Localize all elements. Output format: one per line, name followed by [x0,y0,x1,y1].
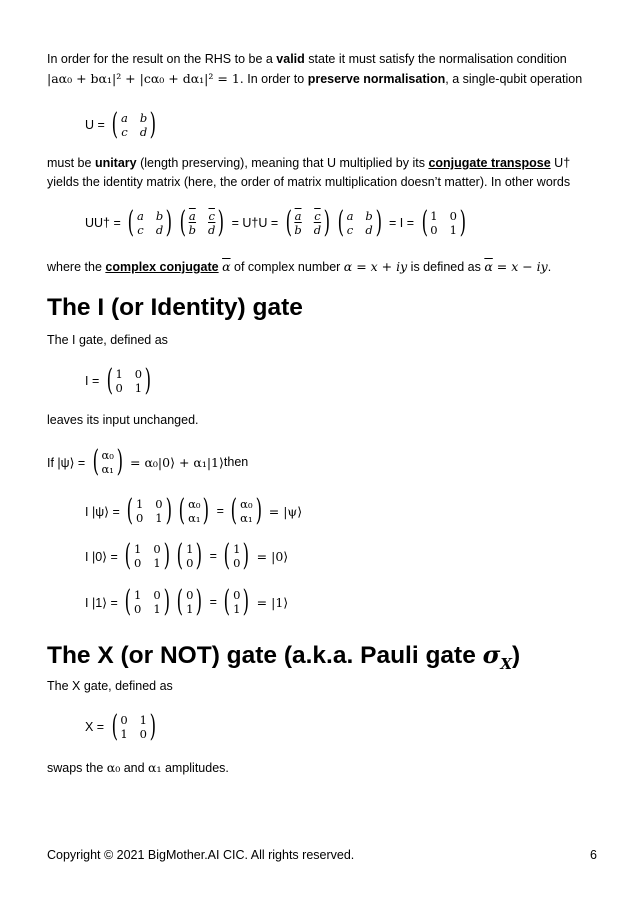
matrix-identity: ( 1 0 0 1 ) [421,205,466,240]
matrix-identity: ( 1 0 0 1 ) [124,584,170,619]
equation-x [85,709,160,744]
eq-rhs: = |0⟩ [256,548,289,564]
matrix-u: ( a b c d ) [337,205,382,240]
eq-lhs: I |1⟩ = [85,595,118,610]
vector-ket1: ( 0 1 ) [177,584,203,619]
equals: = [209,549,217,563]
normalisation-condition: |aα₀ + bα₁|² + |cα₀ + dα₁|² = 1. [47,71,244,86]
matrix-u-dagger: ( $\overline{a}$ $\overline{c}$ $\overline{b}$ $\overline{d}$ ) [285,205,331,240]
heading-x-gate: The X (or NOT) gate (a.k.a. Pauli gate $\sigma_X$) [47,640,521,673]
vector-alpha: ( α₀ α₁ ) [92,444,123,479]
text-x-swaps: swaps the α₀ and α₁ amplitudes. [47,760,229,775]
link-conjugate-transpose[interactable]: conjugate transpose [428,156,551,170]
equation-psi [47,444,249,479]
paragraph-unitary [47,154,570,192]
text: state it must satisfy the normalisation condition [304,52,567,66]
alpha-bar: $\overline{\alpha}$ [222,259,231,274]
paragraph-complex-conjugate [47,257,551,277]
eq-lhs: I |ψ⟩ = [85,504,120,519]
text: yields the identity matrix (here, the order of matrix multiplication doesn’t matter). In other words [47,175,571,189]
matrix-identity: ( 1 0 0 1 ) [124,538,170,573]
eq-identity: = I = [389,216,415,230]
eq-lhs: UU† = [85,216,121,230]
vector-alpha: ( α₀ α₁ ) [231,493,262,528]
text: . [547,260,552,274]
heading-identity-gate: The I (or Identity) gate [47,294,303,321]
vector-ket1: ( 0 1 ) [224,584,250,619]
eq-lhs: I |0⟩ = [85,549,118,564]
link-complex-conjugate[interactable]: complex conjugate [105,260,219,274]
sigma-subscript: X [500,654,512,673]
alpha0: α₀ [106,760,121,775]
equation-u [85,107,160,142]
text-i-def: The I gate, defined as [47,333,168,347]
footer-copyright: Copyright © 2021 BigMother.AI CIC. All rights reserved. [47,848,355,862]
text: of complex number [230,260,344,274]
text: where the [47,260,106,274]
text-i-leaves: leaves its input unchanged. [47,413,199,427]
psi-expansion: = α₀|0⟩ + α₁|1⟩ [130,454,224,470]
text: In order for the result on the RHS to be a [47,52,277,66]
matrix-u-dagger: ( $\overline{a}$ $\overline{c}$ $\overline{b}$ $\overline{d}$ ) [179,205,225,240]
text: U† [550,156,571,170]
complex-number-def: α = x + iy [343,259,408,274]
eq-rhs: = |ψ⟩ [268,503,303,519]
text: , a single-qubit operation [445,72,583,86]
paragraph-normalisation [47,50,582,89]
text: must be [47,156,95,170]
matrix-x: ( 0 1 1 0 ) [111,709,157,744]
equals: = [209,595,217,609]
matrix-identity: ( 1 0 0 1 ) [126,493,172,528]
vector-alpha: ( α₀ α₁ ) [178,493,210,528]
eq-lhs: If |ψ⟩ = [47,455,86,470]
equation-i [85,363,155,398]
text-x-def: The X gate, defined as [47,679,173,693]
equation-i-1 [85,584,289,619]
equation-i-0 [85,538,289,573]
alpha1: α₁ [148,760,162,775]
text: (length preserving), meaning that U multiplied by its [136,156,429,170]
alpha-bar: $\overline{\alpha}$ [484,259,493,274]
matrix-identity: ( 1 0 0 1 ) [106,363,152,398]
conjugate-def: = x − iy [492,259,548,274]
matrix-u: ( a b c d ) [127,205,173,240]
text: In order to [243,72,308,86]
bold-unitary: unitary [94,156,137,170]
equals: = [216,504,224,518]
eq-mid: = U†U = [231,216,279,230]
bold-valid: valid [276,52,305,66]
equation-unitary [85,205,470,240]
page-number: 6 [590,848,597,862]
vector-ket0: ( 1 0 ) [177,538,203,573]
sigma-symbol: σ [482,640,501,669]
equation-i-psi [85,493,303,528]
eq-lhs: X = [85,720,105,734]
vector-ket0: ( 1 0 ) [224,538,250,573]
bold-preserve-normalisation: preserve normalisation [307,72,446,86]
eq-lhs: I = [85,374,100,388]
eq-lhs: U = [85,118,105,132]
eq-rhs: = |1⟩ [256,594,289,610]
text: is defined as [407,260,485,274]
text: then [223,455,249,469]
matrix-u: ( a b c d ) [111,107,157,142]
